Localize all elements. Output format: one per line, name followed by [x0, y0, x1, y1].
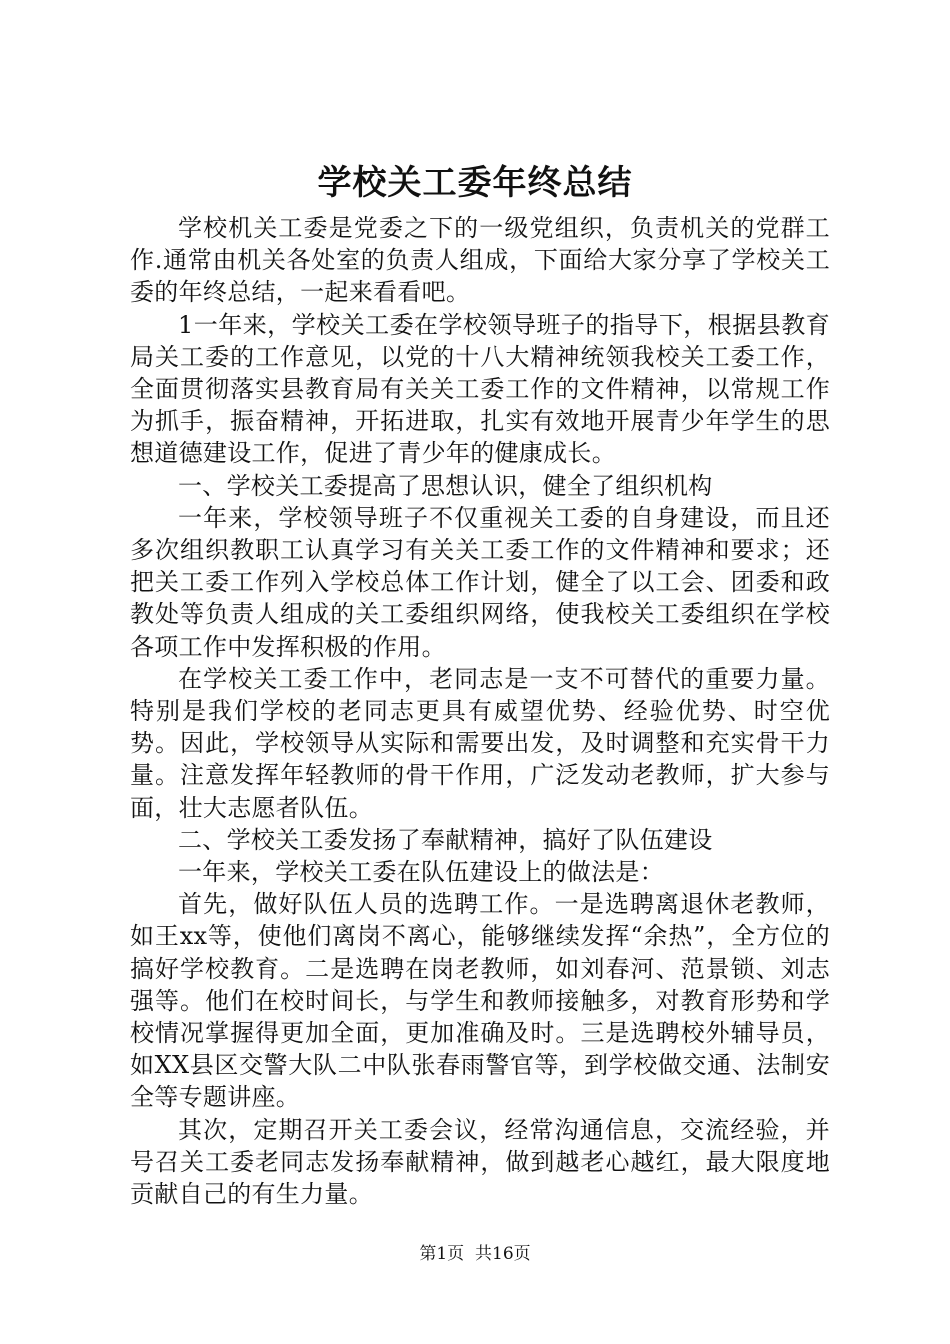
document-body [130, 212, 830, 1210]
paragraph-overview: 1一年来，学校关工委在学校领导班子的指导下，根据县教育局关工委的工作意见，以党的十八大精神统领我校关工委工作，全面贯彻落实县教育局有关关工委工作的文件精神，以常规工作为抓手，振奋精神，开拓进取，扎实有效地开展青少年学生的思想道德建设工作，促进了青少年的健康成长。 [130, 310, 830, 468]
paragraph-second: 其次，定期召开关工委会议，经常沟通信息，交流经验，并号召关工委老同志发扬奉献精神，做到越老心越红，最大限度地贡献自己的有生力量。 [130, 1115, 830, 1209]
paragraph-intro: 学校机关工委是党委之下的一级党组织，负责机关的党群工作.通常由机关各处室的负责人组成，下面给大家分享了学校关工委的年终总结，一起来看看吧。 [130, 214, 830, 307]
page-footer [0, 1242, 950, 1266]
paragraph-veterans: 在学校关工委工作中，老同志是一支不可替代的重要力量。特别是我们学校的老同志更具有威望优势、经验优势、时空优势。因此，学校领导从实际和需要出发，及时调整和充实骨干力量。注意发挥年轻教师的骨干作用，广泛发动老教师，扩大参与面，壮大志愿者队伍。 [130, 664, 830, 822]
page-number: 第1页 [419, 1244, 465, 1264]
section-heading-1: 一、学校关工委提高了思想认识，健全了组织机构 [178, 471, 713, 500]
page-total: 共16页 [475, 1244, 531, 1264]
section-heading-2: 二、学校关工委发扬了奉献精神，搞好了队伍建设 [178, 825, 713, 854]
paragraph-team-intro: 一年来，学校关工委在队伍建设上的做法是： [178, 858, 664, 887]
paragraph-first: 首先，做好队伍人员的选聘工作。一是选聘离退休老教师，如王xx等，使他们离岗不离心，能够继续发挥“余热”，全方位的搞好学校教育。二是选聘在岗老教师，如刘春河、范景锁、刘志强等。他们在校时间长，与学生和教师接触多，对教育形势和学校情况掌握得更加全面，更加准确及时。三是选聘校外辅导员，如XX县区交警大队二中队张春雨警官等，到学校做交通、法制安全等专题讲座。 [130, 890, 830, 1112]
document-title: 学校关工委年终总结 [317, 163, 633, 203]
paragraph-organization: 一年来，学校领导班子不仅重视关工委的自身建设，而且还多次组织教职工认真学习有关关工委工作的文件精神和要求；还把关工委工作列入学校总体工作计划，健全了以工会、团委和政教处等负责人组成的关工委组织网络，使我校关工委组织在学校各项工作中发挥积极的作用。 [130, 503, 830, 661]
